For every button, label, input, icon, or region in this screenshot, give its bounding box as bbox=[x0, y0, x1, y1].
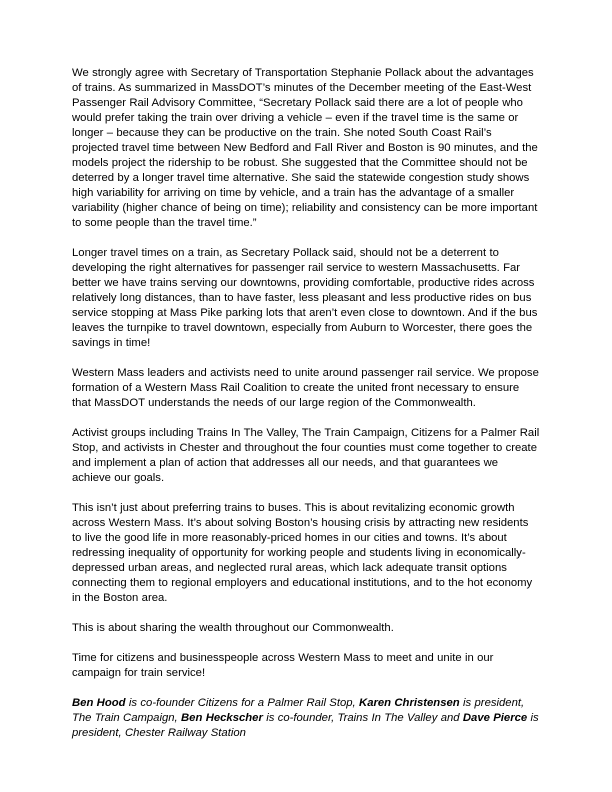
paragraph-intro-quote: We strongly agree with Secretary of Transportation Stephanie Pollack about the advantages of trains. As summarized in MassDOT’s minutes of the December meeting of the East-West Passenger Rail Advisory Committee, “Secretary Pollack said there are a lot of people who would prefer taking the train over driving a vehicle – even if the travel time is the same or longer – because they can be productive on the train. She noted South Coast Rail’s projected travel time between New Bedford and Fall River and Boston is 90 minutes, and the models project the ridership to be robust. She suggested that the Committee should not be deterred by a longer travel time alternative. She said the statewide congestion study shows high variability for arriving on time by vehicle, and a train has the advantage of a smaller variability (higher chance of being on time); reliability and consistency can be more important to some people than the travel time.” bbox=[72, 67, 538, 229]
byline-name: Dave Pierce bbox=[462, 712, 528, 724]
paragraph-longer-travel: Longer travel times on a train, as Secretary Pollack said, should not be a deterrent to developing the right alternatives for passenger rail service to western Massachusetts. Far better we have trains serving our downtowns, providing comfortable, productive rides across relatively long distances, than to have faster, less pleasant and less productive rides on bus service stopping at Mass Pike parking lots that aren’t even close to downtown. And if the bus leaves the turnpike to travel downtown, especially from Auburn to Worcester, there goes the savings in time! bbox=[72, 247, 538, 349]
document-body bbox=[72, 66, 540, 741]
paragraph-call-to-action: Time for citizens and businesspeople across Western Mass to meet and unite in our campaign for train service! bbox=[72, 652, 494, 679]
paragraph-coalition: Western Mass leaders and activists need to unite around passenger rail service. We propose formation of a Western Mass Rail Coalition to create the united front necessary to ensure that MassDOT understands the needs of our large region of the Commonwealth. bbox=[72, 367, 539, 409]
byline-name: Karen Christensen bbox=[359, 697, 460, 709]
byline-text: is president, Chester Railway Station bbox=[72, 712, 539, 739]
byline-name: Ben Heckscher bbox=[181, 712, 263, 724]
paragraph-economic-growth: This isn’t just about preferring trains to buses. This is about revitalizing economic growth across Western Mass. It’s about solving Boston’s housing crisis by attracting new residents to live the good life in more reasonably-priced homes in our cities and towns. It’s about redressing inequality of opportunity for working people and students living in economically-depressed urban areas, and neglected rural areas, which lack adequate transit options connecting them to regional employers and educational institutions, and to the hot economy in the Boston area. bbox=[72, 502, 533, 604]
byline-paragraph bbox=[72, 696, 540, 741]
byline-text: is co-founder, Trains In The Valley and bbox=[262, 712, 463, 724]
byline-text: is president, The Train Campaign, bbox=[72, 697, 525, 724]
paragraph-activist-groups: Activist groups including Trains In The Valley, The Train Campaign, Citizens for a Palmer Rail Stop, and activists in Chester and throughout the four counties must come together to create and implement a plan of action that addresses all our needs, and that guarantees we achieve our goals. bbox=[72, 427, 540, 484]
byline-text: is co-founder Citizens for a Palmer Rail Stop, bbox=[125, 697, 360, 709]
paragraph-sharing-wealth: This is about sharing the wealth throughout our Commonwealth. bbox=[72, 622, 394, 634]
byline-name: Ben Hood bbox=[72, 697, 126, 709]
